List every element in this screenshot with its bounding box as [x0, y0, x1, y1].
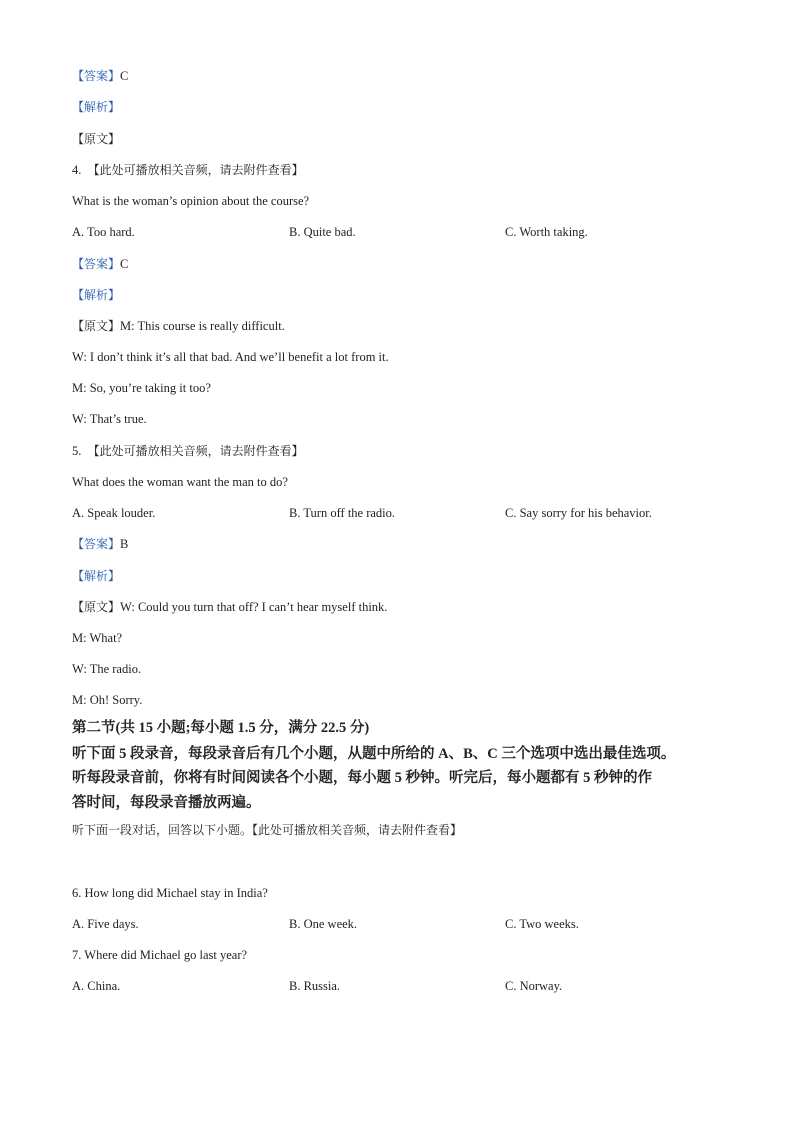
q7-option-a: A. China.: [72, 979, 121, 993]
q7-option-b: B. Russia.: [289, 979, 341, 993]
q5-option-c: C. Say sorry for his behavior.: [505, 506, 652, 520]
q6-option-a: A. Five days.: [72, 917, 139, 931]
section2-instruction: 听下面 5 段录音，每段录音后有几个小题，从题中所给的 A、B、C 三个选项中选出最佳选项。: [72, 746, 676, 762]
q5-original: 【原文】W: Could you turn that off? I can’t hear myself think.: [72, 600, 388, 614]
q7-question: 7. Where did Michael go last year?: [72, 948, 248, 962]
q4-answer: 【答案】C: [72, 257, 129, 271]
q5-dialogue-line: M: Oh! Sorry.: [72, 693, 143, 707]
q7-option-c: C. Norway.: [505, 979, 563, 993]
q4-option-c: C. Worth taking.: [505, 225, 588, 239]
q4-option-a: A. Too hard.: [72, 225, 135, 239]
q6-option-b: B. One week.: [289, 917, 358, 931]
q5-analysis: 【解析】: [72, 569, 121, 583]
q5-answer: 【答案】B: [72, 537, 129, 551]
q4-dialogue-line: M: So, you’re taking it too?: [72, 381, 211, 395]
q4-original: 【原文】M: This course is really difficult.: [72, 319, 285, 333]
q4-option-b: B. Quite bad.: [289, 225, 356, 239]
q4-question: What is the woman’s opinion about the course?: [72, 194, 310, 208]
section2-instruction: 答时间，每段录音播放两遍。: [72, 795, 261, 811]
q5-question: What does the woman want the man to do?: [72, 475, 288, 489]
section2-subinstruction: 听下面一段对话，回答以下小题。【此处可播放相关音频，请去附件查看】: [72, 823, 463, 837]
q5-option-b: B. Turn off the radio.: [289, 506, 396, 520]
q5-dialogue-line: M: What?: [72, 631, 123, 645]
section2-title: 第二节(共 15 小题;每小题 1.5 分，满分 22.5 分): [72, 720, 370, 736]
q4-analysis: 【解析】: [72, 288, 121, 302]
q3-analysis: 【解析】: [72, 100, 121, 114]
q6-option-c: C. Two weeks.: [505, 917, 579, 931]
q4-heading: 4. 【此处可播放相关音频，请去附件查看】: [72, 163, 304, 177]
q6-question: 6. How long did Michael stay in India?: [72, 886, 268, 900]
section2-instruction: 听每段录音前，你将有时间阅读各个小题，每小题 5 秒钟。听完后，每小题都有 5 秒钟的作: [72, 770, 652, 786]
q5-dialogue-line: W: The radio.: [72, 662, 142, 676]
q3-original: 【原文】: [72, 132, 121, 146]
q4-dialogue-line: W: That’s true.: [72, 412, 147, 426]
q5-heading: 5. 【此处可播放相关音频，请去附件查看】: [72, 444, 304, 458]
q5-option-a: A. Speak louder.: [72, 506, 156, 520]
q4-dialogue-line: W: I don’t think it’s all that bad. And we’ll benefit a lot from it.: [72, 350, 389, 364]
q3-answer: 【答案】C: [72, 69, 129, 83]
